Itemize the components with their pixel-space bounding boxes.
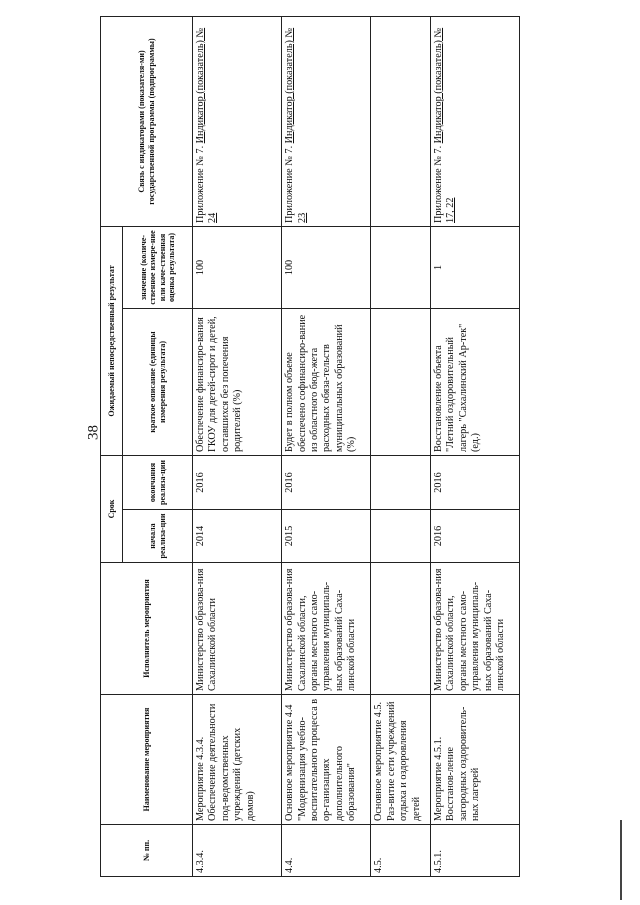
header-num: № пп. — [101, 825, 193, 877]
header-link: Связь с индикаторами (показателя-ми) государственной программы (подпрограммы) — [101, 17, 193, 227]
row-start: 2015 — [282, 510, 371, 563]
row-end — [371, 456, 430, 510]
row-start — [371, 510, 430, 563]
header-term-start: начала реализа-ции — [123, 510, 193, 563]
row-value: 100 — [193, 227, 282, 309]
row-name: Мероприятие 4.3.4. Обеспечение деятельности под-ведомственных учреждений (детских домов) — [193, 695, 282, 825]
row-desc — [371, 309, 430, 456]
row-link — [430, 17, 519, 227]
row-end: 2016 — [430, 456, 519, 510]
row-executor — [371, 563, 430, 695]
indicator-link[interactable]: Индикатор (показатель) № 17, 22 — [432, 27, 457, 223]
table-row — [193, 17, 282, 877]
row-desc: Будет в полном объеме обеспечено софинансиро-вание из областного бюд-жета расходных обяза-тельств муниципальных образований (%) — [282, 309, 371, 456]
row-value: 1 — [430, 227, 519, 309]
table-row — [282, 17, 371, 877]
header-term: Срок — [101, 456, 123, 563]
row-end: 2016 — [193, 456, 282, 510]
row-desc: Обеспечение финансиро-вания ГКОУ для детей-сирот и детей, оставшихся без попечения родителей (%) — [193, 309, 282, 456]
link-prefix: Приложение № 7. — [195, 143, 206, 223]
measures-table — [100, 16, 520, 877]
indicator-link[interactable]: Индикатор (показатель) № 23 — [284, 27, 308, 223]
header-executor: Исполнитель мероприятия — [101, 563, 193, 695]
row-name: Мероприятие 4.5.1. Восстанов-ление загородных оздоровитель-ных лагерей — [430, 695, 519, 825]
row-name: Основное мероприятие 4.4 "Модернизация учебно-воспитательного процесса в ор-ганизациях дополнительного образования" — [282, 695, 371, 825]
row-desc: Восстановление объекта "Летний оздоровительный лагерь "Сахалинский Ар-тек" (ед.) — [430, 309, 519, 456]
row-executor: Министерство образова-ния Сахалинской области — [193, 563, 282, 695]
row-name: Основное мероприятие 4.5. Раз-витие сети учреждений отдыха и оздоровления детей — [371, 695, 430, 825]
measures-table-wrapper — [100, 17, 520, 877]
row-start: 2014 — [193, 510, 282, 563]
row-link — [282, 17, 371, 227]
table-row — [430, 17, 519, 877]
row-executor: Министерство образова-ния Сахалинской области, органы местного само-управления муниципаль-ных образований Саха-линской области — [282, 563, 371, 695]
header-result: Ожидаемый непосредственный результат — [101, 227, 123, 456]
link-prefix: Приложение № 7. — [284, 143, 296, 223]
link-prefix: Приложение № 7. — [432, 143, 444, 223]
row-end: 2016 — [282, 456, 371, 510]
row-value — [371, 227, 430, 309]
page-number: 38 — [85, 425, 102, 440]
row-executor: Министерство образова-ния Сахалинской области, органы местного само-управления муниципаль-ных образований Саха-линской области — [430, 563, 519, 695]
row-start: 2016 — [430, 510, 519, 563]
row-num: 4.4. — [282, 825, 371, 877]
row-num: 4.3.4. — [193, 825, 282, 877]
row-value: 100 — [282, 227, 371, 309]
row-link — [371, 17, 430, 227]
header-result-desc: краткое описание (единицы измерения результата) — [123, 309, 193, 456]
table-row — [371, 17, 430, 877]
header-name: Наименование мероприятия — [101, 695, 193, 825]
indicator-link[interactable]: Индикатор (показатель) № 24 — [195, 27, 219, 223]
header-term-end: окончания реализа-ции — [123, 456, 193, 510]
header-result-value: значение (количе-ственное измере-ние или каче-ственная оценка результата) — [123, 227, 193, 309]
row-num: 4.5. — [371, 825, 430, 877]
row-link — [193, 17, 282, 227]
row-num: 4.5.1. — [430, 825, 519, 877]
scan-edge-line — [620, 820, 622, 900]
